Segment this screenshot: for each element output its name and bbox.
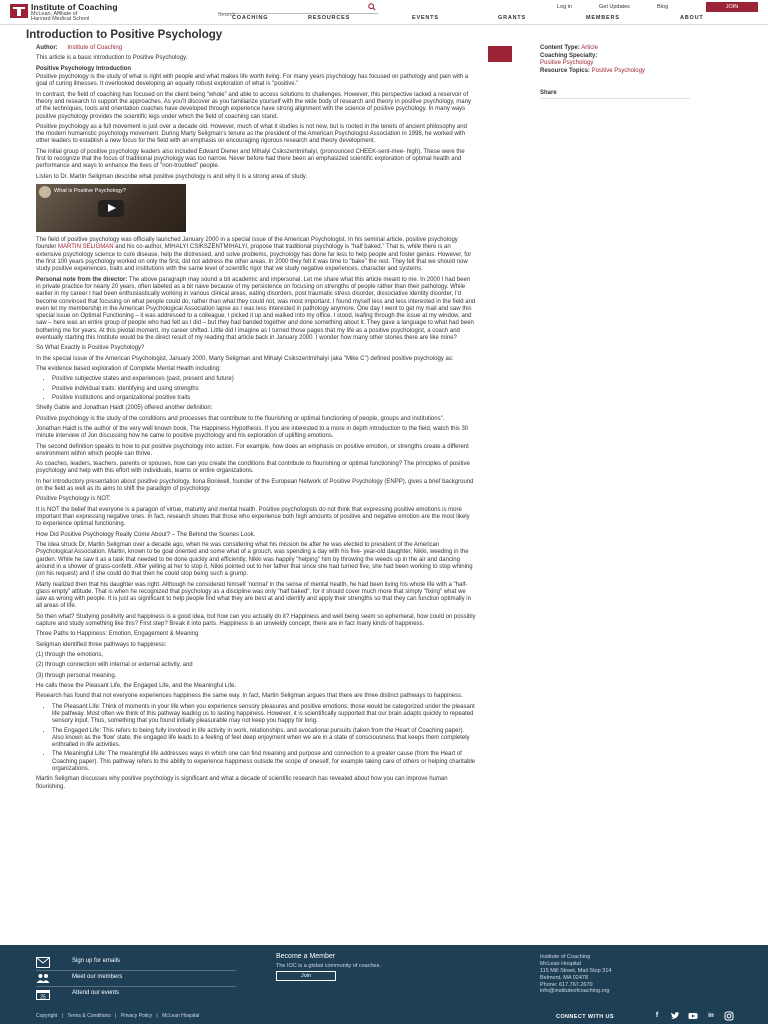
list-item: • Positive individual traits: identifying and using strengths	[52, 386, 476, 393]
pathways-list	[52, 704, 476, 774]
nav-grants[interactable]: GRANTS	[498, 15, 527, 21]
search-box	[218, 3, 378, 14]
paragraph: So then what? Studying positivity and happiness is a good idea, but how can you actually do it? Happiness and well being seem so ephemeral, how could on possibly capture and study something like this? First step? Break it into parts. Happiness is an unwieldy concept, there are in fact many kinds of happiness.	[36, 613, 476, 628]
specialty-label: Coaching Specialty:	[540, 52, 598, 59]
content-type-link[interactable]: Article	[581, 45, 598, 51]
header-divider	[0, 24, 768, 25]
footer-bottom-links	[36, 1013, 202, 1019]
list-item: • The Pleasant Life: Think of moments in your life when you experience sensory pleasures and positive emotions; those would be categorized under the pleasant life pathway. Most often we think of this pathway leading us to lasting happiness. However, it is scientifically supported that our brain adapts quickly to repeated sensory input. Thus, something that you found initially pleasurable may not keep you happy for long.	[52, 704, 476, 726]
join-button[interactable]: JOIN	[706, 2, 758, 12]
contact-address	[540, 954, 611, 995]
brand-title[interactable]: Institute of Coaching	[31, 2, 118, 12]
address-line: Phone: 617.767.2670	[540, 981, 593, 988]
member-title: Become a Member	[276, 953, 336, 960]
login-link[interactable]: Log in	[557, 4, 572, 10]
list-item: • The Meaningful Life: The meaningful life addresses ways in which one can find meaning and purpose and connection to a greater cause (from the Heart of Coaching paper). This pathway refers to the ability to experience happiness outside the scope of oneself, for example taking care of others or helping charitable organizations.	[52, 751, 476, 773]
nav-coaching[interactable]: COACHING	[232, 15, 269, 21]
paragraph: The initial group of positive psychology leaders also included Edward Diener and Mihalyi Csikszentmihalyi, (pronounced CHEEK-sent-mee- high). These were the first to recognize that the focus of traditional psychology was too narrow. Never before had there been an emphasized scientific exploration of optimal health and performance and ways to enhance the lives of "non-troubled" people.	[36, 148, 465, 170]
mental-health-list	[52, 376, 476, 402]
article-body	[36, 45, 476, 794]
paragraph: In her introductory presentation about positive psychology, Ilona Boniwell, founder of the European Network of Positive Psychology (ENPP), gives a brief background on the field as well as its aims to shift the paradigm of psychology.	[36, 478, 474, 493]
brand-subtitle-1: McLean, Affiliate of	[31, 11, 78, 17]
separator: |	[61, 1013, 64, 1019]
content-type-label: Content Type:	[540, 45, 580, 51]
nav-about[interactable]: ABOUT	[680, 15, 704, 21]
director-note	[36, 277, 476, 343]
get-updates-link[interactable]: Get Updates	[599, 4, 630, 10]
paragraph: Seligman identified three pathways to happiness:	[36, 641, 167, 648]
channel-avatar	[39, 186, 51, 198]
paragraph: Marty realized then that his daughter was right. Although he considered himself 'normal' in the sense of mental health, he had been living his whole life with a "half-glass empty" attitude. That is when he recognized that psychology as a discipline was only "half baked", for it should cover much more that simply "fixing" what we saw as wrong with people. It is just as significant to help people find what they are best at and identify and apply their strengths so that they can function optimally in all areas of life.	[36, 581, 471, 610]
privacy-link[interactable]: Privacy Policy	[120, 1013, 152, 1019]
meet-members-link[interactable]	[36, 971, 236, 987]
director-note-label: Personal note from the director:	[36, 276, 128, 283]
paragraph: It is NOT the belief that everyone is a paragon of virtue, maturity and mental health. Positive psychologists do not think that expressing positive emotions is more important than expressing negative ones. In fact, research shows that those who experience both high amounts of positive and negative emotion are the most likely to experience optimal functioning.	[36, 506, 470, 528]
facebook-icon[interactable]: f	[655, 1012, 659, 1019]
signup-emails-label[interactable]: Sign up for emails	[72, 958, 121, 964]
logo-icon[interactable]	[10, 4, 28, 18]
paragraph: The second definition speaks to how to put positive psychology into action. For example, how does an emphasis on positive emotion, or strengths create a different environment within which people can thrive.	[36, 443, 469, 457]
nav-events[interactable]: EVENTS	[412, 15, 439, 21]
instagram-icon[interactable]	[724, 1011, 734, 1021]
paragraph: The evidence based exploration of Complete Mental Health including:	[36, 366, 221, 372]
paragraph: Positive psychology is the study of what is right with people and what makes life worth living. For many years psychology has focused on pathology and pain with a goal of curing illnesses. It overlooked developing an equally robust exploration of what is "positive."	[36, 73, 469, 88]
share-divider	[540, 98, 690, 99]
section-heading: Positive Psychology Introduction	[36, 65, 132, 72]
signup-emails-link[interactable]	[36, 955, 236, 971]
intro-text: This article is a basic introduction to Positive Psychology.	[36, 55, 188, 62]
sidebar-accent	[488, 46, 512, 62]
director-note-text: The above paragraph may sound a bit academic and impersonal. Let me share what this article meant to me. In 2000 I had been in private practice for nearly 20 years, often labeled as a bit naive because of my persistence on focusing on strengths of people rather than their pathology. While earlier in my career I had been enthusiastically working in various clinical areas, eating disorders, post traumatic stress disorder, dissociative identity disorder, I'd become convinced that focusing on what people could do, rather than what they could not, was most important. I found myself less and less interested in the field and even let my membership in the American Psychological Association lapse as I was less interested in pathology anymore. One day I went to get my mail and saw this special issue on Optimal Functioning – it was addressed to a colleague, I picked it up and walked into my office. I stood, leafing through the issue at my window, and saw – here was an entire group of people who had felt as I did – but they had banded together and done something about it. They gave a language to what had been bothering me for years. At this pivotal moment, my career shifted. Little did I imagine as I turned those pages that my life as a positive psychologist, a coach and eventually starting this Institute would be the direct result of my reading that article back in January 2000. I wonder how many other stories there are like mine?	[36, 276, 476, 342]
mclean-link[interactable]: McLean Hospital	[162, 1013, 200, 1019]
address-line: 115 Mill Street, Mail Stop 314	[540, 967, 612, 974]
paragraph: (2) through connection with internal or external activity, and	[36, 662, 193, 669]
paragraph: He calls these the Pleasant Life, the Engaged Life, and the Meaningful Life.	[36, 682, 237, 689]
separator: |	[156, 1013, 158, 1019]
paragraph: (1) through the emotions,	[36, 652, 104, 658]
paragraph: Shelly Gable and Jonathan Haidt (2005) offered another definition:	[36, 405, 213, 412]
search-icon[interactable]	[368, 3, 376, 11]
topics-label: Resource Topics:	[540, 67, 590, 74]
paragraph	[36, 237, 476, 274]
subheading: How Did Positive Psychology Really Come About? – The Behind the Scenes Look.	[36, 531, 256, 538]
play-icon[interactable]	[98, 200, 124, 217]
paragraph: Martin Seligman discusses why positive psychology is significant and what a decade of scientific research has revealed about how you can improve human flourishing.	[36, 776, 448, 790]
paragraph-text: and his co-author, MIHALYI CSIKSZENTMIHALYI, propose that traditional psychology is "half baked." That is, while there is an extensive psychology science to cure disease, help the distressed, and solve problems, psychology has done far less to help people and foster genius. However, for the first 100 years psychology worked on only the first, did not address the other areas. In 2000 they felt it was time to "bake" the rest. They felt that we should now study positive experiences, traits and institutions with the same level of scientific rigor that we study negative experiences, character and systems.	[36, 244, 472, 273]
list-item: • Positive subjective states and experiences (past, present and future)	[52, 376, 476, 383]
author-label: Author:	[36, 45, 58, 51]
site-header	[0, 0, 768, 24]
main-nav	[210, 15, 765, 23]
twitter-icon[interactable]	[670, 1011, 680, 1021]
youtube-icon[interactable]	[688, 1011, 698, 1021]
member-description: The IOC is a global community of coaches.	[276, 963, 381, 969]
email-link[interactable]: info@instituteofcoaching.org	[540, 988, 610, 995]
meet-members-label[interactable]: Meet our members	[72, 974, 123, 980]
paragraph: (3) through personal meaning.	[36, 672, 117, 679]
linkedin-icon[interactable]: in	[708, 1012, 714, 1019]
envelope-icon	[36, 957, 50, 968]
list-item: • Positive institutions and organizational positive traits	[52, 395, 476, 402]
paragraph-text: The field of positive psychology was officially launched January 2000 in a special issue of the American Psychologist. In his seminal article, positive psychology founder	[36, 237, 458, 251]
nav-resources[interactable]: RESOURCES	[308, 15, 351, 21]
paragraph: Positive psychology is the study of the conditions and processes that contribute to the flourishing or optimal functioning of people, groups and institutions".	[36, 415, 445, 422]
paragraph: Positive psychology as a full movement is just over a decade old. However, much of what it studies is not new, but is rooted in the tenets of ancient philosophy and the modern humanistic psychology movement. During Marty Seligman's tenure as the president of the American Psychologist Association in 1998, he worked with other leaders to establish a new focus for the field with an emphasis on encouraging rigorous research and theory development.	[36, 123, 467, 145]
specialty-link[interactable]: Positive Psychology	[540, 60, 594, 66]
subheading: Positive Psychology is NOT:	[36, 496, 111, 503]
subheading: Three Paths to Happiness: Emotion, Engagement & Meaning	[36, 631, 199, 638]
svg-text:25: 25	[40, 994, 46, 1000]
footer-join-button[interactable]: Join	[276, 971, 336, 981]
people-icon	[36, 973, 50, 984]
video-title[interactable]: What is Positive Psychology?	[54, 188, 126, 194]
blog-link[interactable]: Blog	[657, 4, 669, 10]
address-line: McLean Hospital	[540, 960, 581, 967]
calendar-icon	[36, 989, 50, 1000]
paragraph: Jonathan Haidt is the author of the very well known book, The Happiness Hypothesis. If you are interested to a more in depth introduction to the field, watch this 30 minute interview of Jon discussing how he came to positive psychology and his exploration of uplifting emotions.	[36, 425, 469, 440]
author-line	[36, 45, 476, 52]
subheading: So What Exactly is Positive Psychology?	[36, 345, 145, 352]
topics-row	[540, 68, 690, 76]
paragraph: As coaches, leaders, teachers, parents or spouses, how can you create the conditions that contribute to flourishing or optimal functioning? The principles of positive psychology and help with this effort with individuals, teams or entire organizations.	[36, 461, 470, 475]
page-title: Introduction to Positive Psychology	[26, 29, 223, 41]
connect-label: CONNECT WITH US	[556, 1014, 614, 1020]
paragraph: In the special issue of the American Psychologist, January 2000, Marty Seligman and Mihalyi Csikszentmihalyi (aka "Mike C") defined positive psychology as:	[36, 355, 454, 362]
nav-members[interactable]: MEMBERS	[586, 15, 620, 21]
site-footer	[0, 945, 768, 1024]
separator: |	[115, 1013, 117, 1019]
address-line: Institute of Coaching	[540, 954, 591, 960]
content-type-row	[540, 45, 690, 53]
terms-link[interactable]: Terms & Conditions	[67, 1013, 111, 1019]
copyright-link[interactable]: Copyright	[36, 1013, 58, 1019]
list-item: • The Engaged Life: This refers to being fully involved in life activity in work, relationships, and avocational pursuits (taken from the Heart of Coaching paper). Also known as the 'flow' state, the engaged life leads to a feeling of feel deep enjoyment when we are in a state of consciousness that keeps them completely enthralled in life activities.	[52, 728, 476, 750]
address-line: Belmont, MA 02478	[540, 974, 589, 981]
paragraph: In contrast, the field of coaching has focused on the client being "whole" and able to access solutions to challenges. However, this perspective lacked a reservoir of theory and research to support the approaches. As you'll discover as you familiarize yourself with the wide body of research and theory in positive psychology, many of the techniques, tools and orientation coaches have developed through experience have strong alignment with the science of positive psychology. In many ways positive psychology provides the scientific legs under which the field of coaching can stand.	[36, 91, 471, 120]
paragraph: The idea struck Dr. Martin Seligman over a decade ago, when he was considering what his mission be after he was elected to president of the American Psychological Association. Martin, known to be goal oriented and some what of a grouch, was spending a day with his five- year-old daughter, Nikki, weeding in the garden. While he saw it as a task that needed to be done quickly and efficiently, Nikki was happily "helping" him by throwing the weeds up in the air and dancing around in a shower of grass-confetti. After yelling at her to stop it, Nikki pointed out to her father that since she had turned five, she had been working to stop whining (on his request) and if she could do that then he could stop being such a grump.	[36, 541, 473, 578]
seligman-link[interactable]: MARTIN SELIGMAN	[58, 244, 114, 251]
brand-subtitle-2: Harvard Medical School	[31, 16, 90, 22]
sidebar-meta	[540, 45, 690, 75]
specialty-row	[540, 53, 690, 68]
paragraph: Research has found that not everyone experiences happiness the same way. In fact, Martin Seligman argues that there are three distinct pathways to happiness.	[36, 693, 463, 700]
author-link[interactable]: Institute of Coaching	[67, 45, 123, 51]
video-embed[interactable]	[36, 184, 186, 232]
topics-link[interactable]: Positive Psychology	[591, 67, 645, 74]
paragraph: Listen to Dr. Martin Seligman describe what positive psychology is and why it is a strong area of study.	[36, 173, 308, 180]
attend-events-label[interactable]: Attend our events	[72, 990, 120, 996]
attend-events-link[interactable]	[36, 987, 236, 1003]
share-label: Share	[540, 90, 557, 96]
